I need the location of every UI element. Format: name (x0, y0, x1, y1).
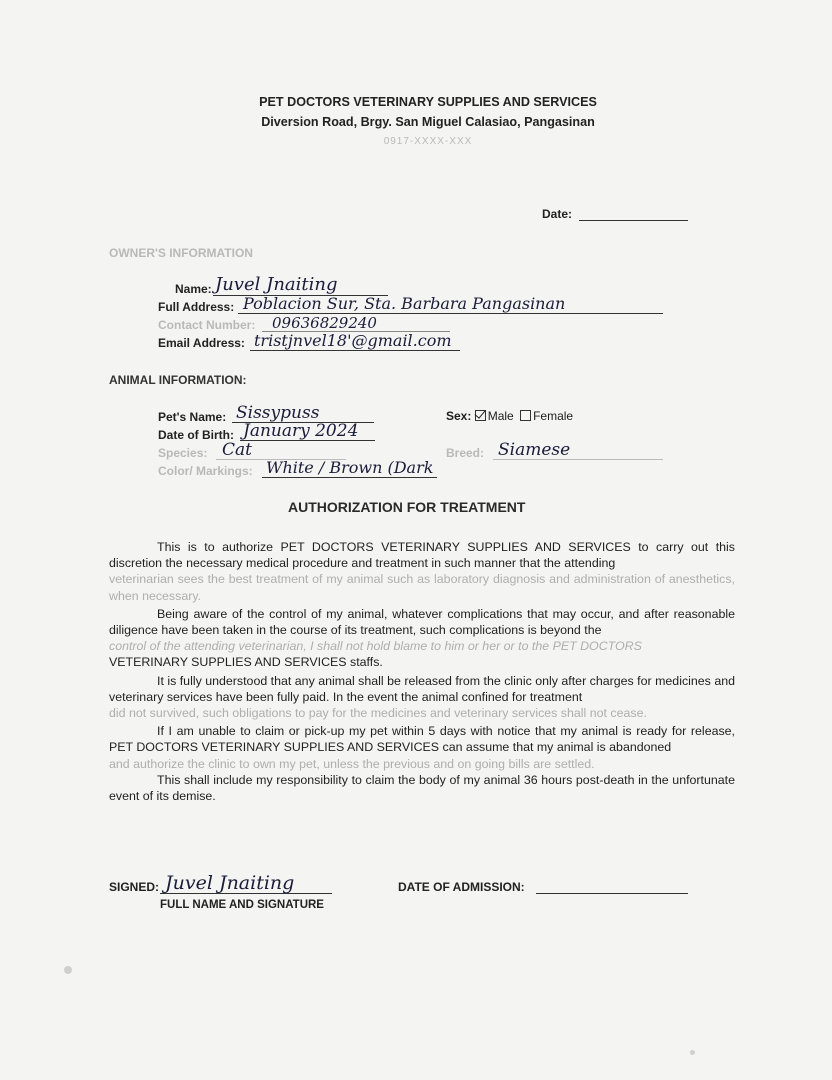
sex-female-checkbox[interactable] (520, 410, 531, 421)
date-label: Date: (542, 207, 573, 221)
auth-paragraph-3: It is fully understood that any animal shall be released from the clinic only after charges for medicines and veterinary services have been fully paid. In the event the animal confined for treatment (109, 673, 735, 704)
sex-label: Sex: (446, 409, 472, 423)
owner-contact-label: Contact Number: (158, 318, 256, 332)
owner-contact-value[interactable]: 09636829240 (272, 314, 377, 332)
company-address: Diversion Road, Brgy. San Miguel Calasiao, Pangasinan (261, 115, 595, 129)
auth-paragraph-5: This shall include my responsibility to claim the body of my animal 36 hours post-death in the unfortunate event of its demise. (109, 772, 735, 804)
animal-section-title: ANIMAL INFORMATION: (109, 373, 247, 387)
authorization-text (109, 539, 735, 804)
admission-line[interactable] (536, 893, 688, 894)
owner-email-label: Email Address: (158, 336, 245, 350)
auth-paragraph-1-faded: veterinarian sees the best treatment of my animal such as laboratory diagnosis and administration of anesthetics, when necessary. (109, 572, 735, 603)
signature-caption: FULL NAME AND SIGNATURE (160, 899, 324, 911)
paper-speck (64, 966, 72, 974)
admission-label: DATE OF ADMISSION: (398, 880, 525, 894)
sex-male-label: Male (487, 409, 514, 423)
signed-label: SIGNED: (109, 880, 160, 894)
auth-paragraph-2-faded: control of the attending veterinarian, I shall not hold blame to him or her or to the PET DOCTORS (109, 639, 642, 654)
auth-paragraph-4: If I am unable to claim or pick-up my pet within 5 days with notice that my animal is ready for release, PET DOCTORS VETERINARY SUPPLIES AND SERVICES can assume that my animal is abandoned (109, 724, 735, 755)
breed-value[interactable]: Siamese (498, 440, 571, 460)
color-line (262, 477, 437, 478)
dob-value[interactable]: January 2024 (243, 421, 359, 441)
species-value[interactable]: Cat (222, 440, 252, 460)
auth-paragraph-3-faded: did not survived, such obligations to pay for the medicines and veterinary services shall not cease. (109, 706, 647, 721)
dob-label: Date of Birth: (158, 428, 234, 442)
authorization-title: AUTHORIZATION FOR TREATMENT (288, 499, 526, 515)
color-label: Color/ Markings: (158, 464, 253, 478)
owner-name-label: Name: (175, 282, 212, 296)
sex-female-label: Female (533, 409, 574, 423)
breed-label: Breed: (446, 446, 485, 460)
auth-paragraph-2: Being aware of the control of my animal, whatever complications that may occur, and after reasonable diligence have been taken in the course of its treatment, such complications is beyond the (109, 606, 735, 638)
owner-address-label: Full Address: (158, 300, 235, 314)
species-label: Species: (158, 446, 208, 460)
owner-address-value[interactable]: Poblacion Sur, Sta. Barbara Pangasinan (243, 294, 566, 313)
company-phone: 0917-XXXX-XXX (383, 136, 473, 147)
sex-field (446, 409, 573, 423)
owner-section-title: OWNER'S INFORMATION (109, 246, 253, 260)
pet-name-label: Pet's Name: (158, 410, 227, 424)
paper-speck (690, 1050, 695, 1055)
date-line[interactable] (579, 220, 688, 221)
color-value[interactable]: White / Brown (Dark (266, 458, 434, 477)
auth-paragraph-2-end: VETERINARY SUPPLIES AND SERVICES staffs. (109, 655, 383, 670)
owner-email-line (250, 350, 460, 351)
owner-email-value[interactable]: tristjnvel18'@gmail.com (254, 331, 452, 350)
owner-name-value[interactable]: Juvel Jnaiting (215, 274, 338, 295)
auth-paragraph-4-faded: and authorize the clinic to own my pet, unless the previous and on going bills are settled. (109, 756, 595, 771)
auth-paragraph-1: This is to authorize PET DOCTORS VETERINARY SUPPLIES AND SERVICES to carry out this discretion the necessary medical procedure and treatment in such manner that the attending (109, 540, 735, 571)
signature-value[interactable]: Juvel Jnaiting (165, 872, 295, 894)
company-name: PET DOCTORS VETERINARY SUPPLIES AND SERVICES (259, 95, 597, 109)
pet-name-value[interactable]: Sissypuss (236, 403, 320, 423)
sex-male-checkbox[interactable] (475, 410, 486, 421)
